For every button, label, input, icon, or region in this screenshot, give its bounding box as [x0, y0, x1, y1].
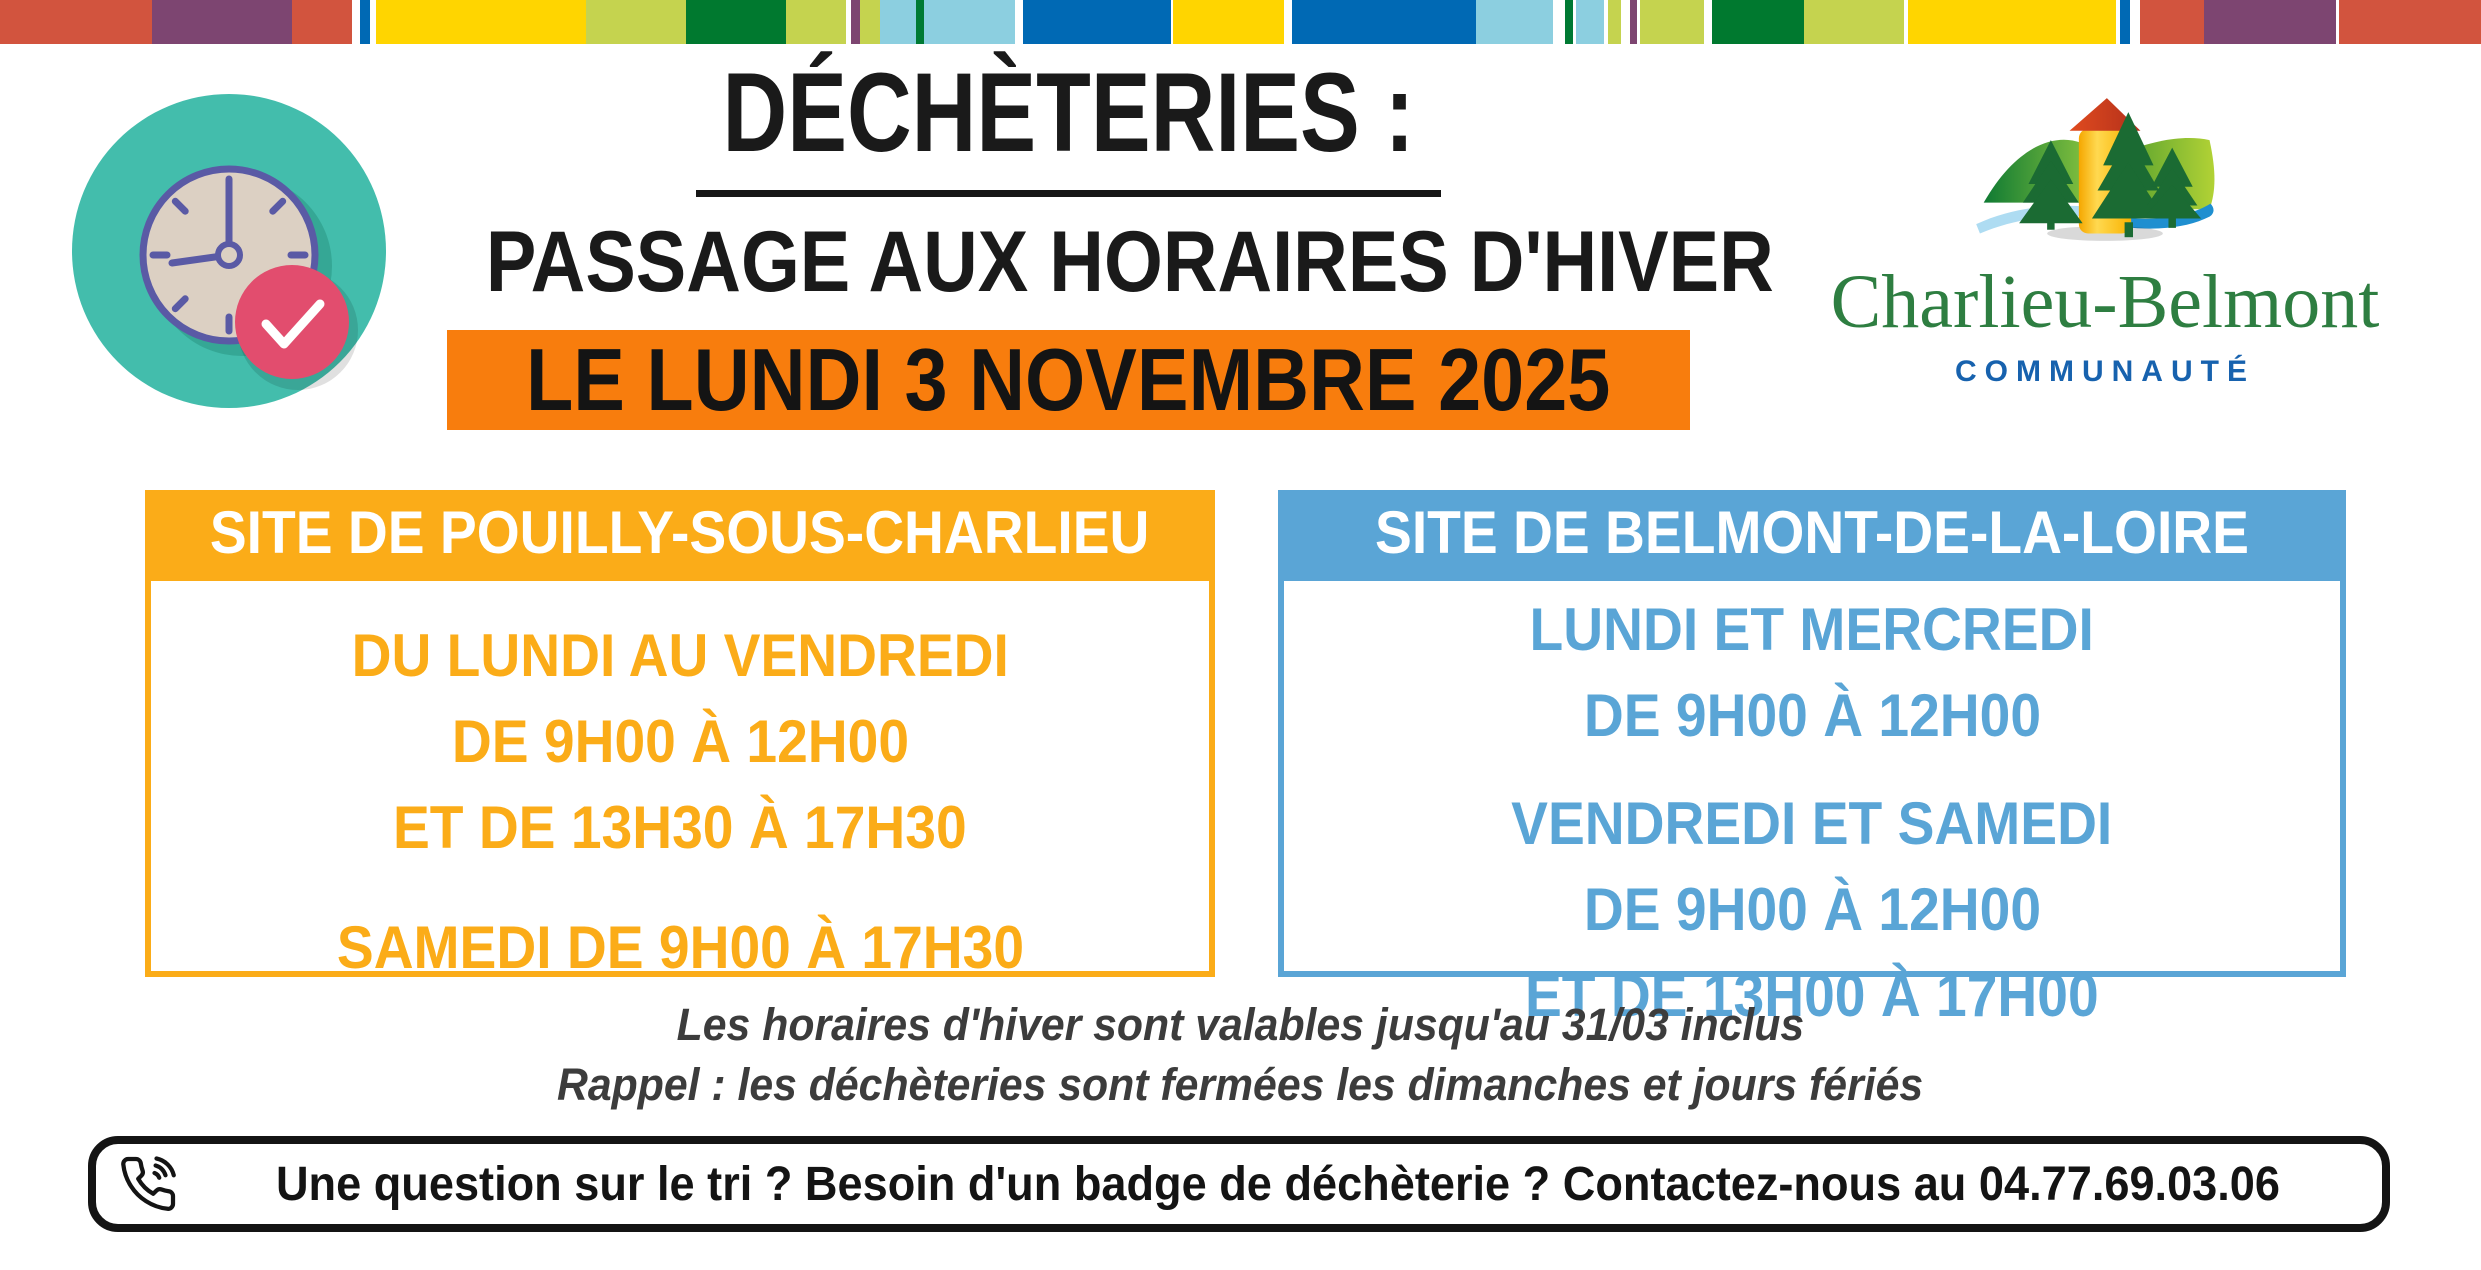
stripe-segment — [1284, 0, 1292, 44]
charlieu-belmont-logo — [1765, 86, 2445, 389]
stripe-segment — [1565, 0, 1573, 44]
tower-trees-logo-icon — [1950, 86, 2260, 254]
stripe-segment — [1476, 0, 1553, 44]
stripe-segment — [586, 0, 686, 44]
note-validity: Les horaires d'hiver sont valables jusqu'au 31/03 inclus — [676, 999, 1805, 1050]
stripe-segment — [1015, 0, 1023, 44]
schedule-line: DE 9H00 À 12H00 — [451, 708, 909, 775]
clock-check-svg — [70, 92, 388, 410]
schedule-line: ET DE 13H30 À 17H30 — [393, 794, 967, 861]
stripe-segment — [1630, 0, 1637, 44]
phone-call-icon — [118, 1154, 178, 1214]
stripe-segment — [1712, 0, 1804, 44]
site-schedule-pouilly — [145, 575, 1215, 981]
schedule-line: DU LUNDI AU VENDREDI — [351, 622, 1009, 689]
stripe-segment — [1292, 0, 1476, 44]
schedule-line: DE 9H00 À 12H00 — [1583, 876, 2041, 943]
site-header-pouilly: SITE DE POUILLY-SOUS-CHARLIEU — [145, 490, 1215, 575]
site-schedule-belmont — [1278, 575, 2346, 1029]
stripe-segment — [860, 0, 880, 44]
stripe-segment — [1023, 0, 1171, 44]
schedule-line: DE 9H00 À 12H00 — [1583, 682, 2041, 749]
stripe-segment — [1704, 0, 1712, 44]
schedule-line: VENDREDI ET SAMEDI — [1511, 790, 2113, 857]
top-stripe — [0, 0, 2481, 44]
stripe-segment — [2140, 0, 2204, 44]
contact-banner — [88, 1136, 2390, 1232]
stripe-segment — [1804, 0, 1904, 44]
site-box-pouilly — [145, 490, 1215, 981]
stripe-segment — [1553, 0, 1565, 44]
contact-text: Une question sur le tri ? Besoin d'un badge de déchèterie ? Contactez-nous au 04.77.69.03.06 — [275, 1157, 2281, 1211]
stripe-segment — [376, 0, 586, 44]
stripe-segment — [916, 0, 924, 44]
stripe-segment — [786, 0, 846, 44]
stripe-segment — [2339, 0, 2481, 44]
stripe-segment — [2204, 0, 2336, 44]
schedule-line: SAMEDI DE 9H00 À 17H30 — [336, 914, 1024, 981]
logo-subtitle: COMMUNAUTÉ — [1955, 355, 2255, 388]
stripe-segment — [1173, 0, 1284, 44]
stripe-segment — [2130, 0, 2140, 44]
schedule-line: LUNDI ET MERCREDI — [1529, 596, 2095, 663]
stripe-segment — [1608, 0, 1621, 44]
stripe-segment — [352, 0, 360, 44]
stripe-segment — [0, 0, 152, 44]
clock-check-icon — [70, 92, 388, 410]
schedule-line: ET DE 13H00 À 17H00 — [1525, 962, 2099, 1029]
page-subtitle: PASSAGE AUX HORAIRES D'HIVER — [485, 214, 1774, 310]
stripe-segment — [1576, 0, 1604, 44]
page-title: DÉCHÈTERIES : — [722, 50, 1414, 175]
stripe-segment — [360, 0, 370, 44]
stripe-segment — [152, 0, 292, 44]
stripe-segment — [686, 0, 786, 44]
date-banner: LE LUNDI 3 NOVEMBRE 2025 — [447, 330, 1690, 430]
stripe-segment — [1621, 0, 1630, 44]
logo-name: Charlieu-Belmont — [1830, 260, 2380, 344]
site-box-belmont — [1278, 490, 2346, 1029]
stripe-segment — [851, 0, 860, 44]
stripe-segment — [1640, 0, 1704, 44]
stripe-segment — [292, 0, 352, 44]
stripe-segment — [924, 0, 1015, 44]
site-header-belmont: SITE DE BELMONT-DE-LA-LOIRE — [1278, 490, 2346, 575]
note-closed-days: Rappel : les déchèteries sont fermées les dimanches et jours fériés — [557, 1059, 1924, 1110]
stripe-segment — [1908, 0, 2116, 44]
headline-block — [398, 48, 1774, 310]
stripe-segment — [2120, 0, 2130, 44]
title-underline — [696, 190, 1441, 197]
stripe-segment — [880, 0, 916, 44]
notes-block — [0, 995, 2481, 1115]
